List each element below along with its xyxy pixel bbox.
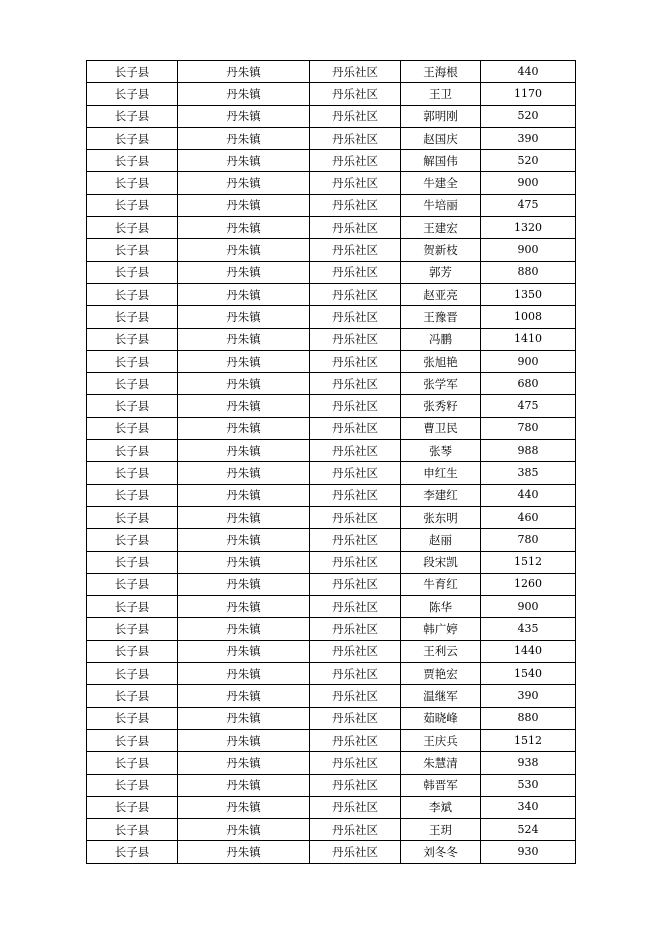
town-cell: 丹朱镇	[178, 61, 310, 83]
town-cell: 丹朱镇	[178, 395, 310, 417]
name-cell: 陈华	[401, 596, 481, 618]
town-cell: 丹朱镇	[178, 551, 310, 573]
community-cell: 丹乐社区	[310, 841, 401, 863]
table-row	[87, 551, 576, 573]
name-cell: 张琴	[401, 440, 481, 462]
table-row	[87, 239, 576, 261]
county-cell: 长子县	[87, 462, 178, 484]
amount-cell: 1410	[481, 328, 576, 350]
amount-cell: 1170	[481, 83, 576, 105]
town-cell: 丹朱镇	[178, 172, 310, 194]
name-cell: 王建宏	[401, 217, 481, 239]
table-row	[87, 819, 576, 841]
table-row	[87, 328, 576, 350]
amount-cell: 520	[481, 105, 576, 127]
amount-cell: 1540	[481, 663, 576, 685]
table-row	[87, 774, 576, 796]
amount-cell: 475	[481, 395, 576, 417]
name-cell: 曹卫民	[401, 417, 481, 439]
table-row	[87, 506, 576, 528]
town-cell: 丹朱镇	[178, 194, 310, 216]
table-row	[87, 150, 576, 172]
county-cell: 长子县	[87, 283, 178, 305]
community-cell: 丹乐社区	[310, 484, 401, 506]
community-cell: 丹乐社区	[310, 61, 401, 83]
name-cell: 王利云	[401, 640, 481, 662]
county-cell: 长子县	[87, 484, 178, 506]
amount-cell: 880	[481, 261, 576, 283]
name-cell: 赵亚亮	[401, 283, 481, 305]
town-cell: 丹朱镇	[178, 306, 310, 328]
town-cell: 丹朱镇	[178, 283, 310, 305]
county-cell: 长子县	[87, 105, 178, 127]
name-cell: 王海根	[401, 61, 481, 83]
town-cell: 丹朱镇	[178, 373, 310, 395]
amount-cell: 520	[481, 150, 576, 172]
name-cell: 茹晓峰	[401, 707, 481, 729]
county-cell: 长子县	[87, 551, 178, 573]
table-row	[87, 529, 576, 551]
amount-cell: 1320	[481, 217, 576, 239]
community-cell: 丹乐社区	[310, 395, 401, 417]
name-cell: 赵国庆	[401, 127, 481, 149]
table-row	[87, 61, 576, 83]
town-cell: 丹朱镇	[178, 217, 310, 239]
county-cell: 长子县	[87, 596, 178, 618]
town-cell: 丹朱镇	[178, 618, 310, 640]
name-cell: 张秀籽	[401, 395, 481, 417]
amount-cell: 780	[481, 417, 576, 439]
county-cell: 长子县	[87, 306, 178, 328]
county-cell: 长子县	[87, 373, 178, 395]
community-cell: 丹乐社区	[310, 306, 401, 328]
spreadsheet-page	[86, 60, 575, 864]
table-row	[87, 618, 576, 640]
table-row	[87, 752, 576, 774]
town-cell: 丹朱镇	[178, 596, 310, 618]
town-cell: 丹朱镇	[178, 529, 310, 551]
county-cell: 长子县	[87, 350, 178, 372]
community-cell: 丹乐社区	[310, 172, 401, 194]
community-cell: 丹乐社区	[310, 796, 401, 818]
town-cell: 丹朱镇	[178, 462, 310, 484]
town-cell: 丹朱镇	[178, 819, 310, 841]
amount-cell: 390	[481, 685, 576, 707]
county-cell: 长子县	[87, 127, 178, 149]
community-cell: 丹乐社区	[310, 350, 401, 372]
table-row	[87, 283, 576, 305]
amount-cell: 900	[481, 172, 576, 194]
county-cell: 长子县	[87, 440, 178, 462]
name-cell: 冯鹏	[401, 328, 481, 350]
community-cell: 丹乐社区	[310, 217, 401, 239]
name-cell: 王卫	[401, 83, 481, 105]
amount-cell: 385	[481, 462, 576, 484]
amount-cell: 880	[481, 707, 576, 729]
table-row	[87, 640, 576, 662]
community-cell: 丹乐社区	[310, 83, 401, 105]
community-cell: 丹乐社区	[310, 194, 401, 216]
amount-cell: 440	[481, 61, 576, 83]
town-cell: 丹朱镇	[178, 685, 310, 707]
community-cell: 丹乐社区	[310, 729, 401, 751]
table-row	[87, 350, 576, 372]
county-cell: 长子县	[87, 83, 178, 105]
county-cell: 长子县	[87, 417, 178, 439]
town-cell: 丹朱镇	[178, 440, 310, 462]
amount-cell: 680	[481, 373, 576, 395]
table-row	[87, 172, 576, 194]
community-cell: 丹乐社区	[310, 440, 401, 462]
town-cell: 丹朱镇	[178, 841, 310, 863]
county-cell: 长子县	[87, 150, 178, 172]
table-row	[87, 395, 576, 417]
name-cell: 郭芳	[401, 261, 481, 283]
table-row	[87, 306, 576, 328]
table-row	[87, 83, 576, 105]
name-cell: 郭明刚	[401, 105, 481, 127]
table-row	[87, 127, 576, 149]
community-cell: 丹乐社区	[310, 707, 401, 729]
table-row	[87, 841, 576, 863]
town-cell: 丹朱镇	[178, 105, 310, 127]
county-cell: 长子县	[87, 573, 178, 595]
name-cell: 张学军	[401, 373, 481, 395]
community-cell: 丹乐社区	[310, 105, 401, 127]
amount-cell: 900	[481, 239, 576, 261]
name-cell: 刘冬冬	[401, 841, 481, 863]
county-cell: 长子县	[87, 752, 178, 774]
community-cell: 丹乐社区	[310, 618, 401, 640]
county-cell: 长子县	[87, 328, 178, 350]
name-cell: 李建红	[401, 484, 481, 506]
county-cell: 长子县	[87, 729, 178, 751]
data-table	[86, 60, 576, 864]
town-cell: 丹朱镇	[178, 506, 310, 528]
amount-cell: 340	[481, 796, 576, 818]
community-cell: 丹乐社区	[310, 127, 401, 149]
table-row	[87, 373, 576, 395]
county-cell: 长子县	[87, 61, 178, 83]
name-cell: 赵丽	[401, 529, 481, 551]
name-cell: 解国伟	[401, 150, 481, 172]
community-cell: 丹乐社区	[310, 663, 401, 685]
amount-cell: 530	[481, 774, 576, 796]
amount-cell: 1260	[481, 573, 576, 595]
town-cell: 丹朱镇	[178, 573, 310, 595]
name-cell: 段宋凯	[401, 551, 481, 573]
amount-cell: 1008	[481, 306, 576, 328]
amount-cell: 988	[481, 440, 576, 462]
amount-cell: 930	[481, 841, 576, 863]
community-cell: 丹乐社区	[310, 417, 401, 439]
town-cell: 丹朱镇	[178, 484, 310, 506]
community-cell: 丹乐社区	[310, 640, 401, 662]
amount-cell: 900	[481, 350, 576, 372]
table-row	[87, 685, 576, 707]
county-cell: 长子县	[87, 529, 178, 551]
county-cell: 长子县	[87, 640, 178, 662]
amount-cell: 1350	[481, 283, 576, 305]
county-cell: 长子县	[87, 194, 178, 216]
amount-cell: 475	[481, 194, 576, 216]
town-cell: 丹朱镇	[178, 127, 310, 149]
table-row	[87, 440, 576, 462]
name-cell: 牛育红	[401, 573, 481, 595]
table-row	[87, 417, 576, 439]
amount-cell: 938	[481, 752, 576, 774]
community-cell: 丹乐社区	[310, 261, 401, 283]
name-cell: 张旭艳	[401, 350, 481, 372]
community-cell: 丹乐社区	[310, 506, 401, 528]
community-cell: 丹乐社区	[310, 462, 401, 484]
table-row	[87, 663, 576, 685]
name-cell: 牛培丽	[401, 194, 481, 216]
town-cell: 丹朱镇	[178, 729, 310, 751]
town-cell: 丹朱镇	[178, 417, 310, 439]
table-row	[87, 729, 576, 751]
town-cell: 丹朱镇	[178, 261, 310, 283]
community-cell: 丹乐社区	[310, 529, 401, 551]
community-cell: 丹乐社区	[310, 774, 401, 796]
county-cell: 长子县	[87, 819, 178, 841]
name-cell: 王豫晋	[401, 306, 481, 328]
town-cell: 丹朱镇	[178, 239, 310, 261]
community-cell: 丹乐社区	[310, 819, 401, 841]
name-cell: 温继军	[401, 685, 481, 707]
community-cell: 丹乐社区	[310, 328, 401, 350]
county-cell: 长子县	[87, 618, 178, 640]
town-cell: 丹朱镇	[178, 663, 310, 685]
table-row	[87, 194, 576, 216]
table-row	[87, 573, 576, 595]
county-cell: 长子县	[87, 796, 178, 818]
town-cell: 丹朱镇	[178, 707, 310, 729]
name-cell: 韩广婷	[401, 618, 481, 640]
town-cell: 丹朱镇	[178, 752, 310, 774]
name-cell: 李斌	[401, 796, 481, 818]
name-cell: 贺新枝	[401, 239, 481, 261]
name-cell: 王庆兵	[401, 729, 481, 751]
table-row	[87, 596, 576, 618]
name-cell: 韩晋军	[401, 774, 481, 796]
county-cell: 长子县	[87, 395, 178, 417]
amount-cell: 390	[481, 127, 576, 149]
town-cell: 丹朱镇	[178, 774, 310, 796]
community-cell: 丹乐社区	[310, 373, 401, 395]
name-cell: 张东明	[401, 506, 481, 528]
amount-cell: 435	[481, 618, 576, 640]
table-body	[87, 61, 576, 864]
community-cell: 丹乐社区	[310, 283, 401, 305]
amount-cell: 460	[481, 506, 576, 528]
county-cell: 长子县	[87, 172, 178, 194]
table-row	[87, 105, 576, 127]
town-cell: 丹朱镇	[178, 150, 310, 172]
town-cell: 丹朱镇	[178, 640, 310, 662]
town-cell: 丹朱镇	[178, 328, 310, 350]
amount-cell: 440	[481, 484, 576, 506]
community-cell: 丹乐社区	[310, 596, 401, 618]
amount-cell: 524	[481, 819, 576, 841]
town-cell: 丹朱镇	[178, 350, 310, 372]
name-cell: 申红生	[401, 462, 481, 484]
county-cell: 长子县	[87, 707, 178, 729]
county-cell: 长子县	[87, 663, 178, 685]
county-cell: 长子县	[87, 506, 178, 528]
table-row	[87, 217, 576, 239]
community-cell: 丹乐社区	[310, 150, 401, 172]
town-cell: 丹朱镇	[178, 796, 310, 818]
amount-cell: 1512	[481, 551, 576, 573]
table-row	[87, 462, 576, 484]
county-cell: 长子县	[87, 841, 178, 863]
county-cell: 长子县	[87, 217, 178, 239]
community-cell: 丹乐社区	[310, 573, 401, 595]
amount-cell: 1440	[481, 640, 576, 662]
table-row	[87, 484, 576, 506]
community-cell: 丹乐社区	[310, 685, 401, 707]
community-cell: 丹乐社区	[310, 551, 401, 573]
county-cell: 长子县	[87, 261, 178, 283]
name-cell: 牛建全	[401, 172, 481, 194]
community-cell: 丹乐社区	[310, 752, 401, 774]
amount-cell: 780	[481, 529, 576, 551]
amount-cell: 1512	[481, 729, 576, 751]
name-cell: 朱慧清	[401, 752, 481, 774]
community-cell: 丹乐社区	[310, 239, 401, 261]
county-cell: 长子县	[87, 774, 178, 796]
table-row	[87, 796, 576, 818]
name-cell: 贾艳宏	[401, 663, 481, 685]
county-cell: 长子县	[87, 685, 178, 707]
town-cell: 丹朱镇	[178, 83, 310, 105]
table-row	[87, 261, 576, 283]
county-cell: 长子县	[87, 239, 178, 261]
name-cell: 王玥	[401, 819, 481, 841]
amount-cell: 900	[481, 596, 576, 618]
table-row	[87, 707, 576, 729]
